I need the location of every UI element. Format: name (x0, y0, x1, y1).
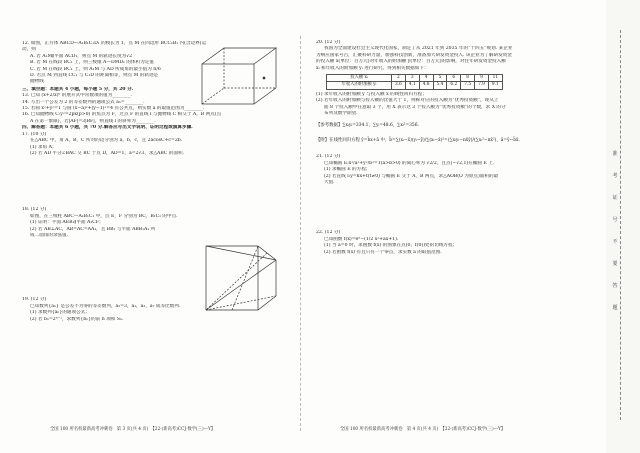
strip-char: 要 (612, 261, 618, 267)
strip-char: 证 (612, 195, 618, 201)
question-12-stem: 12. 如图，正方体 ABCD—A₁B₁C₁D₁ 的棱长为 1，点 M 在四边形 BCC₁B₁ 内(含边界)运 (22, 41, 207, 46)
strip-char: 准 (612, 151, 618, 157)
question-21-part1: (1) 求椭圆 E 的方程； (324, 167, 371, 173)
question-18-part2-cont: 成二面角的余弦值. (30, 232, 69, 238)
table-cell: 4 (419, 75, 433, 82)
table-cell: 6.2 (447, 82, 461, 89)
question-19-part2: (2) 若 bₙ=2ⁿ⁻¹，求数列{bₙ}的前 n 项和 Sₙ. (30, 316, 124, 322)
table-cell: 投入额 xᵢ (327, 75, 392, 82)
question-18-header: 18. (12 分) (22, 207, 47, 213)
question-18-part2: (2) 若 AB⊥AC，AB=AC=AA₁，且 BB₁ 与平面 ABB₁A₁ 所 (30, 226, 156, 232)
binding-strip (606, 0, 640, 453)
cube-figure (198, 44, 282, 108)
strip-char: 号 (612, 217, 618, 223)
question-22-part2: (2) 若函数 f(x) 有且只有一个零点，求实数 a 的取值范围. (324, 249, 442, 255)
question-19-part1: (1) 求数列{aₙ}的通项公式； (30, 310, 90, 316)
question-20-stem-2: 为响应国家号召，汇聚科研力量，加强科技创新，准备加大研发资金投入. 该企业为了解研发资金 (316, 52, 512, 58)
question-14: 14. 写出一个公差为 2 的等差数列的通项公式 aₙ=________. (22, 99, 145, 105)
strip-char: 题 (612, 305, 618, 311)
table-cell: 2 (392, 75, 406, 82)
page-divider (300, 36, 301, 431)
section-fill-in-title: 三、填空题：本题共 4 小题，每小题 5 分，共 20 分. (22, 86, 134, 92)
table-cell: 9.1 (488, 82, 502, 89)
question-20-part2: (2) 若年收入的附加额与投入额的比值大于 1，则称对应的投入额为“优秀投资额”，现从上 (316, 98, 499, 104)
question-16-cont: A 在第一象限)，若|AF|=3|BF|，则直线 l 的斜率为________. (30, 118, 156, 124)
question-21-part2-cont: 大值. (324, 179, 335, 185)
right-footer: 全国 100 所名校最新高考冲刺卷 第 4 页(共 4 页) 【22·(新高考)CCJ·数学(三)—Y】 (340, 427, 506, 432)
question-22-header: 22. (12 分) (316, 230, 341, 236)
question-20-part2-end: 布列及数学期望. (324, 111, 358, 117)
option-c: C. 若 M 在线段 BC₁ 上，则 A₁M 与 AD 所成角的最小值为 π/6 (30, 66, 161, 72)
table-row-values (327, 82, 503, 89)
question-22-stem: 已知函数 f(x)=eˣ−(1/2 x²+ax+1). (324, 236, 399, 242)
table-cell: 5 (433, 75, 447, 82)
investment-table (326, 74, 503, 90)
table-row-header (327, 75, 503, 82)
option-b: B. 若 M 在线段 BC₁ 上，则三棱锥 A—DMD₁ 的体积为定值 (30, 60, 154, 66)
question-17-stem: 在△ABC 中，角 A，B，C 所对的边分别为 a，b，c，且 2acosC+c=2b. (30, 138, 183, 144)
question-20-part1: (1) 求年收入的附加额 y 与投入额 x 的线性回归方程； (316, 91, 427, 97)
question-17-part2: (2) 若 AD 平分∠BAC 交 BC 于点 D，AD=1，a=2√3，求△ABC 的面积. (30, 150, 185, 156)
table-cell: 4.8 (419, 82, 433, 89)
table-cell: 9 (475, 75, 489, 82)
table-cell: 8 (461, 75, 475, 82)
strip-char: 答 (612, 283, 618, 289)
question-21-header: 21. (12 分) (316, 154, 341, 160)
section-answer-title: 四、解答题：本题共 6 小题，共 70 分.解答应写出文字说明、证明过程或演算步骤. (22, 125, 193, 131)
question-13: 13. 已知 (x+2/x)⁶ 的展开式中常数项的值为________. (22, 93, 133, 99)
question-19-stem: 已知数列{aₙ} 是公差不为零的等差数列，a₂=3，a₁，a₃，a₇ 成等比数列. (30, 303, 181, 309)
question-22-part1: (1) 当 a=0 时，求函数 f(x) 的图象在点(0，f(0))处的切线方程； (324, 243, 458, 249)
regression-formula: 【附】在线性回归方程 ŷ=b̂x+â 中，b̂=∑(xᵢ−x̄)(yᵢ−ȳ)/∑(xᵢ−x̄)²=(∑xᵢyᵢ−nx̄ȳ)/(∑xᵢ²−nx̄²)，â=ȳ−b̂x̄. (316, 137, 520, 143)
table-cell: 3 (405, 75, 419, 82)
table-cell: 7.9 (475, 82, 489, 89)
option-d: D. 若点 M 到直线 CC₁ 与 C₁D 的距离相等，则点 M 的轨迹是 (30, 73, 159, 79)
question-21-stem: 已知椭圆 E:x²/a²+y²/b²=1(a>b>0) 的离心率为 √2/2，且点(−√2,1)在椭圆 E 上. (324, 160, 495, 166)
question-20-part2-cont: 面 8 个投入额中任意取 3 个，用 X 表示这 3 个投入额为“优秀投资额”的个数，求 X 的分 (324, 104, 506, 110)
table-cell: 年收入的附加额 yᵢ (327, 82, 392, 89)
question-12-stem-cont: 动，则 (22, 47, 36, 53)
table-cell: 6 (447, 75, 461, 82)
question-18-part1: (1) 证明：平面 AEB₁∥平面 A₁CF； (30, 220, 104, 226)
question-17-header: 17. (10 分) (22, 131, 47, 137)
prism-figure (200, 236, 282, 320)
left-footer: 全国 100 所名校最新高考冲刺卷 第 3 页(共 4 页) 【22·(新高考)CCJ·数学(三)—Y】 (50, 427, 216, 432)
strip-char: 考 (612, 173, 618, 179)
binding-cut-line (620, 30, 621, 420)
question-21-part2: (2) 若直线 l:y=kx+t(t≠0) 与椭圆 E 交于 A，B 两点，求△AOB(O 为原点)面积的最 (324, 173, 499, 179)
question-20-header: 20. (12 分) (316, 40, 341, 45)
table-cell: 11 (488, 75, 502, 82)
question-20-stem-4: xᵢ 和年收入的附加额 yᵢ 进行研究，得到相关数据如下： (316, 65, 429, 71)
question-15: 15. 若圆 x²+y²=1 与圆 (x−a)²+(y−1)²=4 有公共点，则实数 a 的取值范围为________. (22, 106, 205, 112)
question-16: 16. 已知抛物线 C:y²=2px(p>0) 的焦点为 F，过点 F 的直线 l 与抛物线 C 相交于 A，B 两点(点 (22, 112, 222, 118)
table-cell: 4.1 (405, 82, 419, 89)
question-19-header: 19. (12 分) (22, 297, 47, 303)
question-18-stem: 如图，在三棱柱 ABC—A₁B₁C₁ 中，点 E，F 分别为 BC，B₁C₁ 的中点. (30, 213, 178, 219)
question-20-stem-3: 的投入额 x(单位：百万元)对年收入的附加额 y(单位：百万元)的影响，对往年研发资金投入额 (316, 59, 506, 65)
table-cell: 3.6 (392, 82, 406, 89)
strip-char: 不 (612, 239, 618, 245)
option-a: A. 若 A₁M∥平面 ACD₁，则点 M 的轨迹长度为√2 (30, 53, 133, 59)
option-d-cont: 抛物线 (30, 79, 44, 85)
question-20-stem-1: 我国为全面建设社会主义现代化国家，制定了从 2021 年到 2035 年的“十四五”规划. 某企业 (324, 46, 513, 52)
table-cell: 5.4 (433, 82, 447, 89)
question-17-part1: (1) 求角 A； (30, 144, 57, 150)
reference-data: 【参考数据】∑xᵢyᵢ=334.1，∑yᵢ=48.6，∑xᵢ²=356. (316, 123, 419, 129)
right-page (316, 40, 602, 256)
table-cell: 7.5 (461, 82, 475, 89)
